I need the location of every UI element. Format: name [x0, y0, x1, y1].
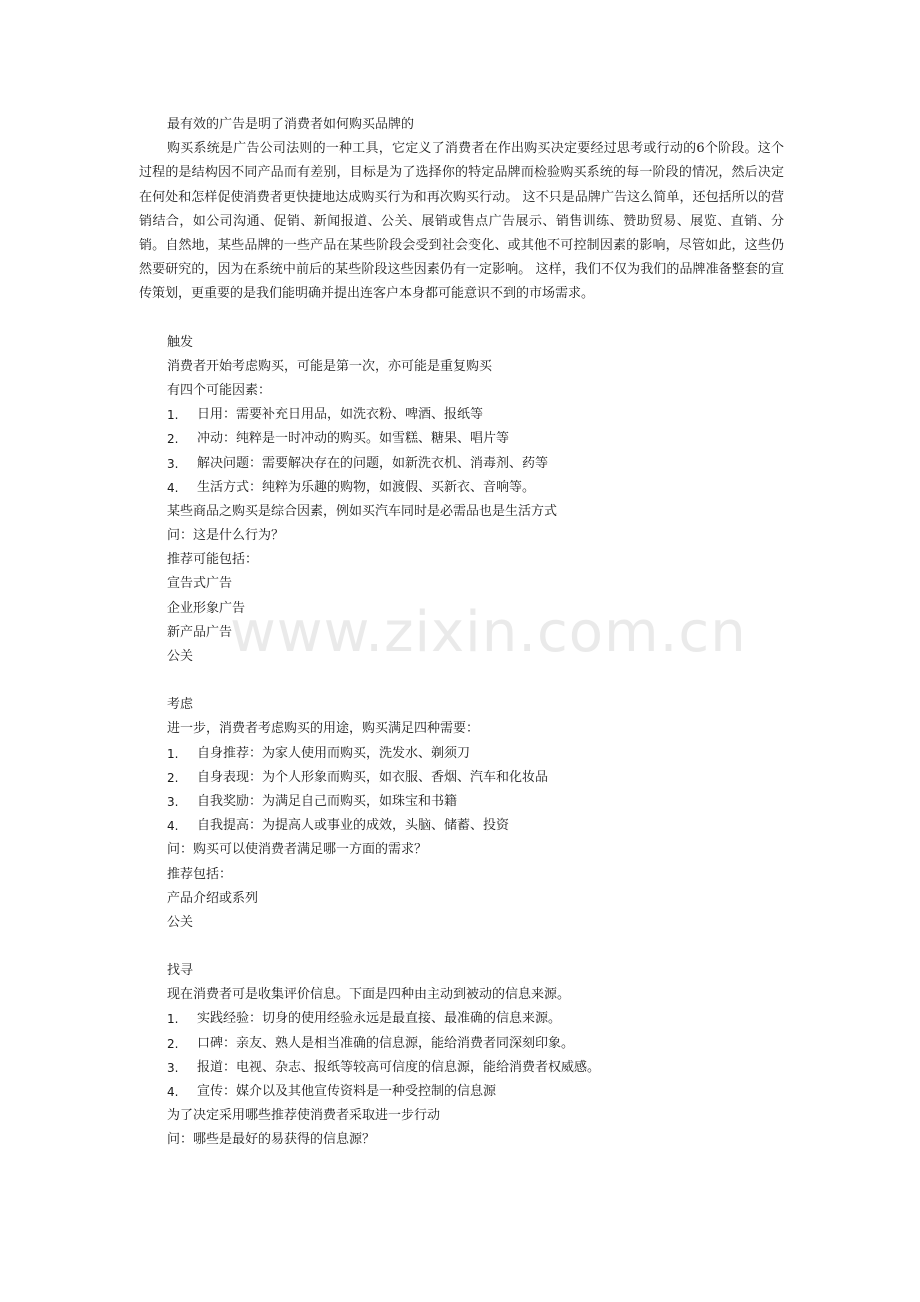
- section-search: [139, 959, 784, 1153]
- recommendation-item: 公关: [167, 649, 194, 665]
- section-text: 有四个可能因素：: [167, 382, 272, 398]
- section-text: 某些商品之购买是综合因素，例如买汽车同时是必需品也是生活方式: [167, 503, 558, 519]
- list-number: 1.: [167, 746, 179, 761]
- section-text: 进一步，消费者考虑购买的用途，购买满足四种需要：: [167, 721, 480, 737]
- list-item: [139, 476, 784, 500]
- list-text: 自身推荐：为家人使用而购买，洗发水、剃须刀: [197, 745, 471, 761]
- list-item: [139, 814, 784, 838]
- recommendation-label: 推荐可能包括：: [167, 552, 259, 568]
- list-text: 宣传：媒介以及其他宣传资料是一种受控制的信息源: [197, 1084, 497, 1100]
- recommendation-item: 宣告式广告: [167, 576, 233, 592]
- section-heading: 触发: [167, 334, 194, 350]
- list-number: 2.: [167, 1036, 179, 1051]
- section-text: 为了决定采用哪些推荐使消费者采取进一步行动: [167, 1108, 441, 1124]
- list-item: [139, 766, 784, 790]
- section-consider: [139, 693, 784, 935]
- list-number: 4.: [167, 480, 179, 495]
- list-number: 3.: [167, 794, 179, 809]
- list-item: [139, 1080, 784, 1104]
- question-text: 问：哪些是最好的易获得的信息源？: [167, 1132, 376, 1148]
- recommendation-item: 企业形象广告: [167, 600, 246, 616]
- question-text: 问：这是什么行为？: [167, 528, 285, 544]
- list-text: 实践经验：切身的使用经验永远是最直接、最准确的信息来源。: [197, 1011, 562, 1027]
- document-body: [139, 113, 784, 1153]
- watermark: www.zixin.com.cn: [230, 600, 747, 665]
- section-text: 现在消费者可是收集评价信息。下面是四种由主动到被动的信息来源。: [167, 987, 571, 1003]
- list-text: 自身表现：为个人形象而购买，如衣服、香烟、汽车和化妆品: [197, 769, 549, 785]
- recommendation-item: 产品介绍或系列: [167, 890, 259, 906]
- list-item: [139, 742, 784, 766]
- list-item: [139, 1032, 784, 1056]
- list-number: 2.: [167, 770, 179, 785]
- question-text: 问：购买可以使消费者满足哪一方面的需求？: [167, 842, 428, 858]
- list-text: 报道：电视、杂志、报纸等较高可信度的信息源，能给消费者权威感。: [197, 1059, 601, 1075]
- section-heading: 找寻: [167, 963, 194, 979]
- intro-paragraph: 购买系统是广告公司法则的一种工具，它定义了消费者在作出购买决定要经过思考或行动的6个阶段。这个过程的是结构因不同产品而有差别，目标是为了选择你的特定品牌而检验购买系统的每一阶段的情况，然后决定在何处和怎样促使消费者更快捷地达成购买行为和再次购买行动。 这不只是品牌广告这么简单，还包括所以的营销结合，如公司沟通、促销、新闻报道、公关、展销或售点广告展示、销售训练、赞助贸易、展览、直销、分销。自然地，某些品牌的一些产品在某些阶段会受到社会变化、或其他不可控制因素的影响，尽管如此，这些仍然要研究的，因为在系统中前后的某些阶段这些因素仍有一定影响。 这样，我们不仅为我们的品牌准备整套的宣传策划，更重要的是我们能明确并提出连客户本身都可能意识不到的市场需求。: [139, 141, 784, 302]
- list-text: 自我提高：为提高人或事业的成效，头脑、储蓄、投资: [197, 818, 510, 834]
- list-item: [139, 452, 784, 476]
- recommendation-label: 推荐包括：: [167, 866, 233, 882]
- list-number: 2.: [167, 432, 179, 447]
- list-item: [139, 1056, 784, 1080]
- list-number: 4.: [167, 1085, 179, 1100]
- list-item: [139, 403, 784, 427]
- list-text: 生活方式：纯粹为乐趣的购物，如渡假、买新衣、音响等。: [197, 479, 536, 495]
- list-number: 3.: [167, 1060, 179, 1075]
- recommendation-item: 新产品广告: [167, 624, 233, 640]
- list-number: 1.: [167, 1012, 179, 1027]
- list-text: 日用：需要补充日用品，如洗衣粉、啤酒、报纸等: [197, 407, 484, 423]
- list-item: [139, 427, 784, 451]
- list-number: 4.: [167, 819, 179, 834]
- section-trigger: [139, 331, 784, 670]
- section-text: 消费者开始考虑购买，可能是第一次，亦可能是重复购买: [167, 358, 493, 374]
- list-text: 解决问题：需要解决存在的问题，如新洗衣机、消毒剂、药等: [197, 455, 549, 471]
- list-number: 1.: [167, 408, 179, 423]
- list-text: 冲动：纯粹是一时冲动的购买。如雪糕、糖果、唱片等: [197, 431, 510, 447]
- section-heading: 考虑: [167, 697, 194, 713]
- list-item: [139, 1007, 784, 1031]
- list-number: 3.: [167, 456, 179, 471]
- recommendation-item: 公关: [167, 914, 194, 930]
- document-title: 最有效的广告是明了消费者如何购买品牌的: [167, 117, 415, 132]
- list-text: 自我奖励：为满足自己而购买，如珠宝和书籍: [197, 793, 458, 809]
- list-text: 口碑：亲友、熟人是相当准确的信息源，能给消费者同深刻印象。: [197, 1035, 575, 1051]
- list-item: [139, 790, 784, 814]
